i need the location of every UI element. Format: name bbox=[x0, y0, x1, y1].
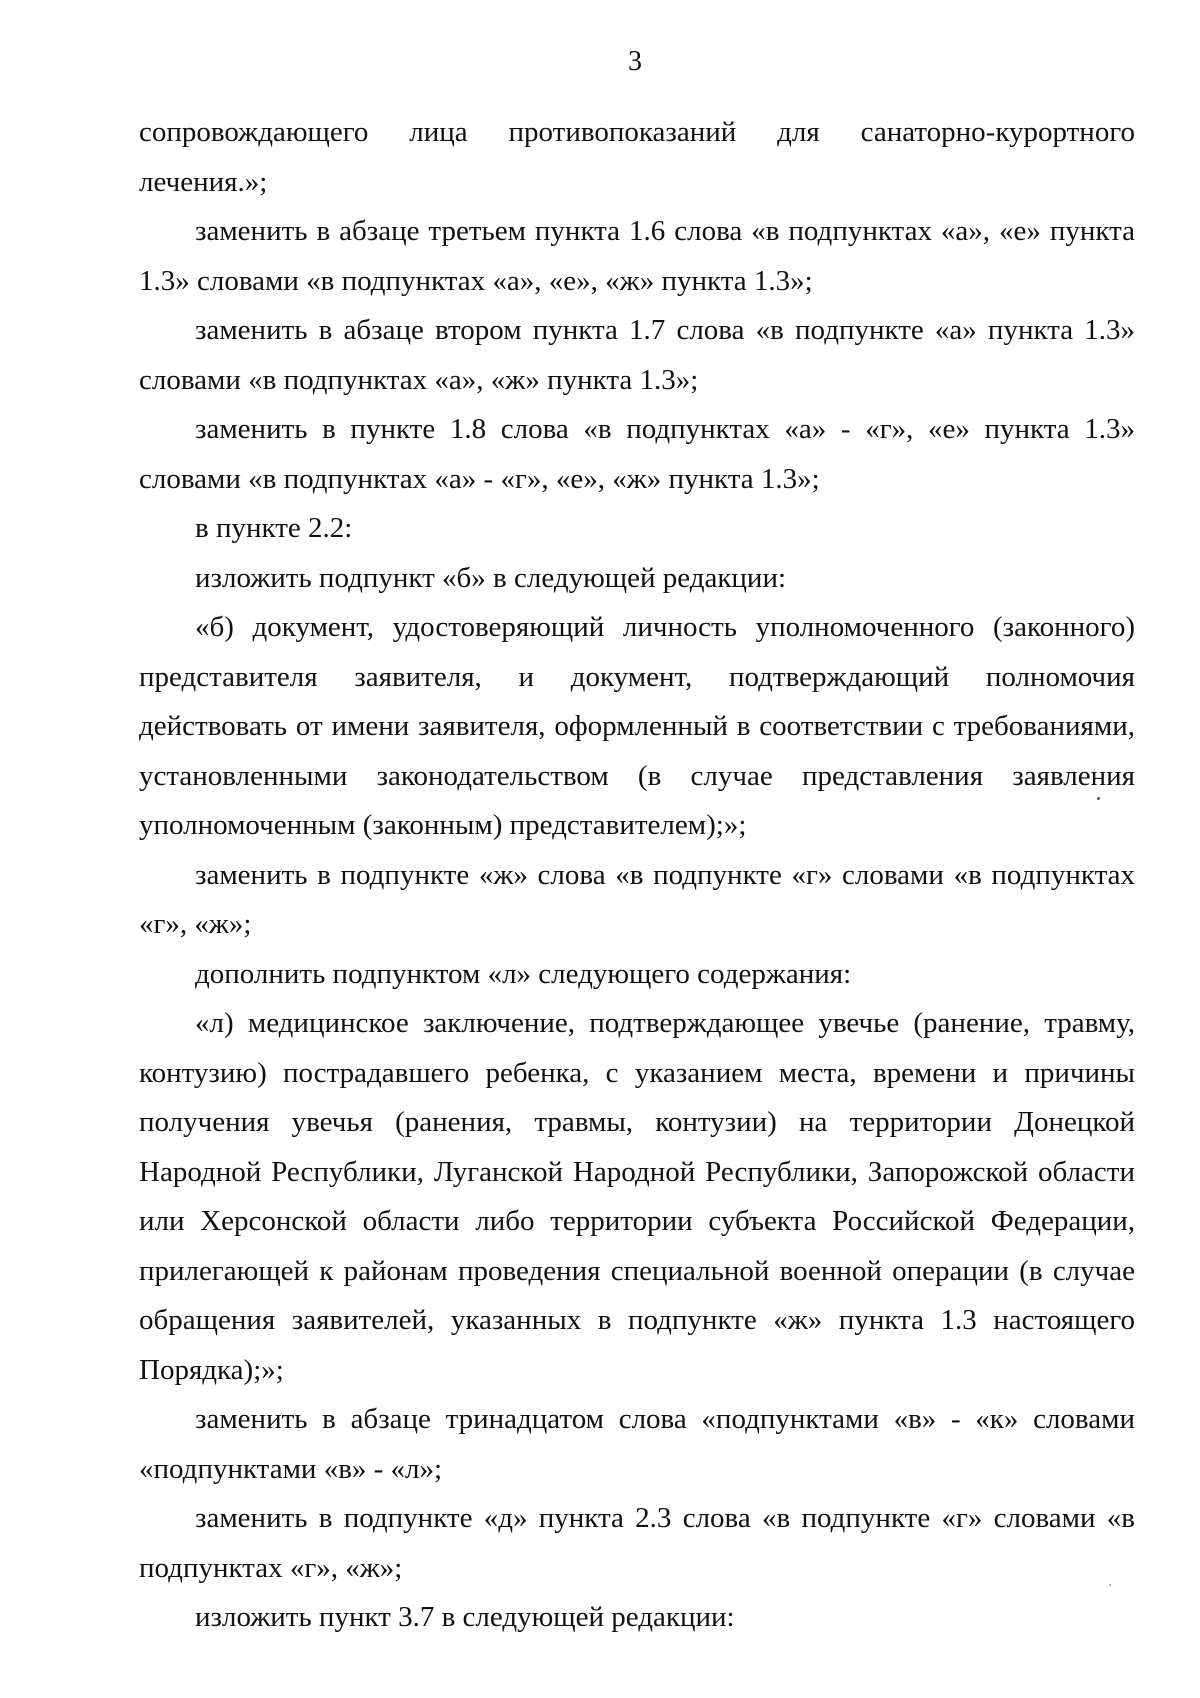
paragraph-subclause-b-intro: изложить подпункт «б» в следующей редакции: bbox=[195, 561, 787, 594]
paragraph-amend-subclause-zh: заменить в подпункте «ж» слова «в подпункте «г» словами «в подпунктах «г», «ж»; bbox=[139, 858, 1135, 940]
document-body bbox=[139, 108, 1135, 1643]
paragraph-continuation: сопровождающего лица противопоказаний для санаторно-курортного лечения.»; bbox=[139, 116, 1135, 198]
page-number: 3 bbox=[628, 46, 642, 77]
scan-speck bbox=[1109, 1584, 1111, 1586]
paragraph-clause-3-7-intro: изложить пункт 3.7 в следующей редакции: bbox=[195, 1601, 735, 1633]
paragraph-subclause-l-text: «л) медицинское заключение, подтверждающее увечье (ранение, травму, контузию) пострадавшего ребенка, с указанием места, времени и причины получения увечья (ранения, травмы, контузии) на территории Донецкой Народной Республики, Луганской Народной Республики, Запорожской области или Херсонской области либо территории субъекта Российской Федерации, прилегающей к районам проведения специальной военной операции (в случае обращения заявителей, указанных в подпункте «ж» пункта 1.3 настоящего Порядка);»; bbox=[139, 1007, 1135, 1386]
paragraph-amend-thirteenth: заменить в абзаце тринадцатом слова «подпунктами «в» - «к» словами «подпунктами «в» - «л»; bbox=[139, 1403, 1135, 1485]
paragraph-amend-2-3: заменить в подпункте «д» пункта 2.3 слова «в подпункте «г» словами «в подпунктах «г», «ж»; bbox=[139, 1502, 1135, 1584]
paragraph-amend-1-8: заменить в пункте 1.8 слова «в подпунктах «а» - «г», «е» пункта 1.3» словами «в подпунктах «а» - «г», «е», «ж» пункта 1.3»; bbox=[139, 413, 1135, 495]
scan-speck bbox=[1097, 797, 1100, 800]
paragraph-subclause-b-text: «б) документ, удостоверяющий личность уполномоченного (законного) представителя заявителя, и документ, подтверждающий полномочия действовать от имени заявителя, оформленный в соответствии с требованиями, установленными законодательством (в случае представления заявления уполномоченным (законным) представителем);»; bbox=[139, 611, 1135, 841]
paragraph-amend-1-7: заменить в абзаце втором пункта 1.7 слова «в подпункте «а» пункта 1.3» словами «в подпунктах «а», «ж» пункта 1.3»; bbox=[139, 314, 1135, 396]
paragraph-clause-2-2: в пункте 2.2: bbox=[195, 512, 353, 544]
paragraph-subclause-l-intro: дополнить подпунктом «л» следующего содержания: bbox=[195, 957, 852, 990]
paragraph-amend-1-6: заменить в абзаце третьем пункта 1.6 слова «в подпунктах «а», «е» пункта 1.3» словами «в подпунктах «а», «е», «ж» пункта 1.3»; bbox=[139, 215, 1135, 297]
